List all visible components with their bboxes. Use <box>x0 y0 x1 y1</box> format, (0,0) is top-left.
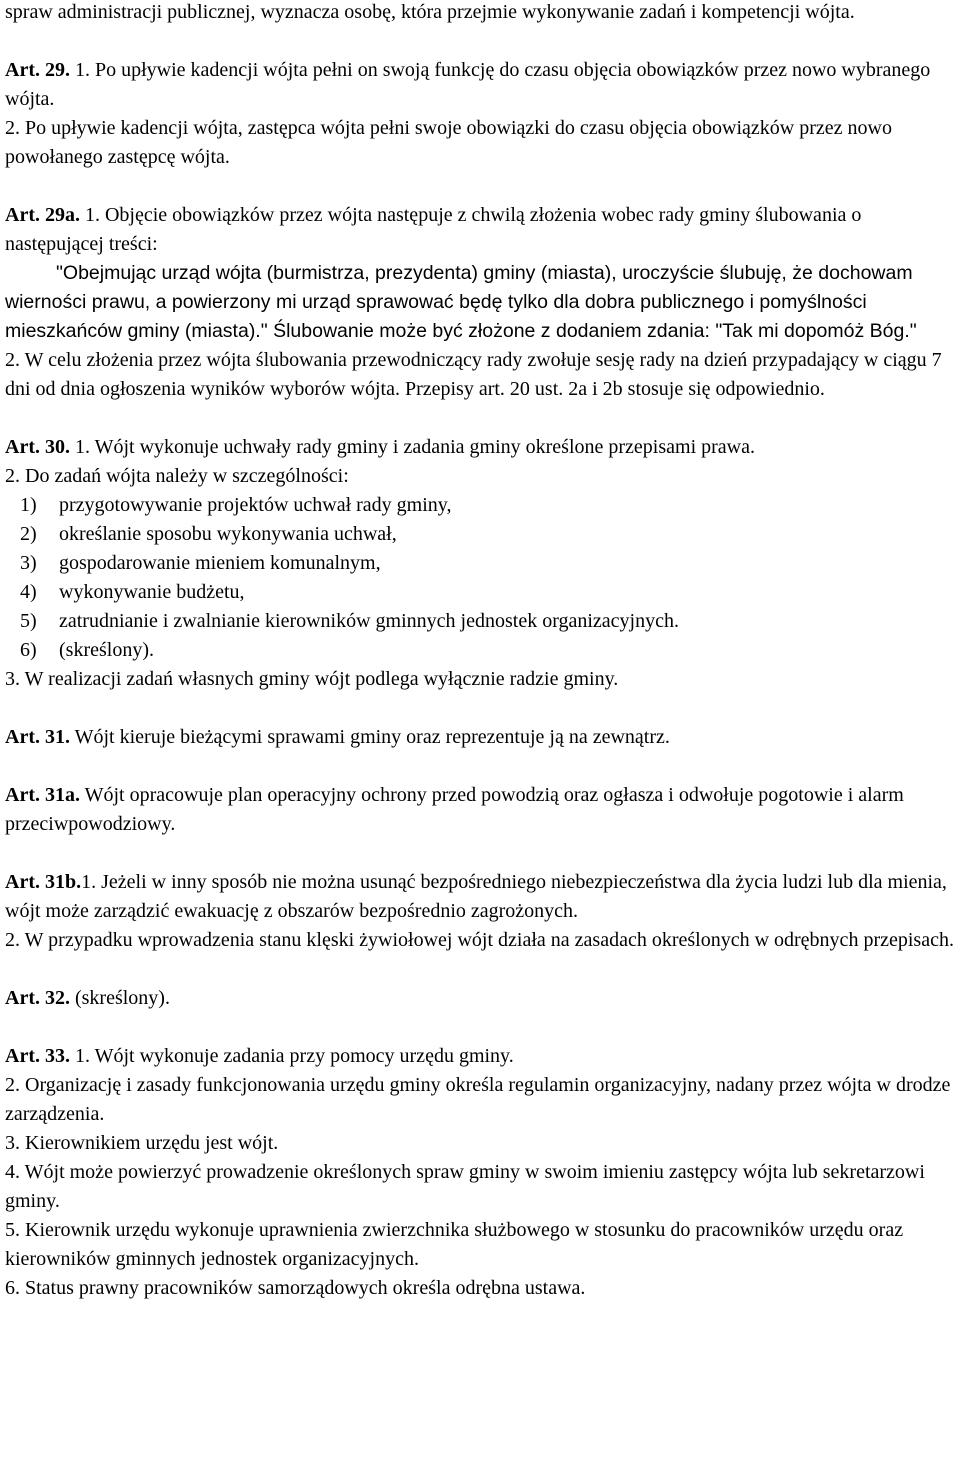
article-31b-label: Art. 31b. <box>5 871 82 893</box>
list-item-number: 6) <box>20 639 37 661</box>
article-29a <box>5 201 955 404</box>
list-item <box>5 491 955 520</box>
article-31-label: Art. 31. <box>5 726 70 748</box>
article-31a <box>5 781 955 839</box>
list-item-number: 3) <box>20 552 37 574</box>
article-32-body: (skreślony). <box>69 987 170 1009</box>
article-33 <box>5 1042 955 1303</box>
article-31-body: Wójt kieruje bieżącymi sprawami gminy oraz reprezentuje ją na zewnątrz. <box>69 726 670 748</box>
article-30-par-3: 3. W realizacji zadań własnych gminy wójt podlega wyłącznie radzie gminy. <box>5 668 619 690</box>
list-item-text: przygotowywanie projektów uchwał rady gminy, <box>59 494 452 516</box>
article-29-par-1-text: 1. Po upływie kadencji wójta pełni on swoją funkcję do czasu objęcia obowiązków przez nowo wybranego wójta. <box>5 59 931 110</box>
article-29a-par-2: 2. W celu złożenia przez wójta ślubowania przewodniczący rady zwołuje sesję rady na dzień przypadający w ciągu 7 dni od dnia ogłoszenia wyników wyborów wójta. Przepisy art. 20 ust. 2a i 2b stosuje się odpowiednio. <box>5 349 942 400</box>
list-item <box>5 578 955 607</box>
list-item-text: określanie sposobu wykonywania uchwał, <box>59 523 397 545</box>
article-31b <box>5 868 955 955</box>
article-31a-label: Art. 31a. <box>5 784 80 806</box>
list-item-text: (skreślony). <box>59 639 154 661</box>
article-31a-body: Wójt opracowuje plan operacyjny ochrony przed powodzią oraz ogłasza i odwołuje pogotowie i alarm przeciwpowodziowy. <box>5 784 904 835</box>
article-33-par-2: 2. Organizację i zasady funkcjonowania urzędu gminy określa regulamin organizacyjny, nadany przez wójta w drodze zarządzenia. <box>5 1074 951 1125</box>
article-33-par-1 <box>5 1042 955 1071</box>
article-29-par-2: 2. Po upływie kadencji wójta, zastępca wójta pełni swoje obowiązki do czasu objęcia obowiązków przez nowo powołanego zastępcę wójta. <box>5 117 892 168</box>
oath-text: "Obejmując urząd wójta (burmistrza, prezydenta) gminy (miasta), uroczyście ślubuję, że dochowam wierności prawu, a powierzony mi urząd sprawować będę tylko dla dobra publicznego i pomyślności mieszkańców gminy (miasta)." Ślubowanie może być złożone z dodaniem zdania: "Tak mi dopomóż Bóg." <box>5 262 917 342</box>
article-29a-par-1-text: 1. Objęcie obowiązków przez wójta następuje z chwilą złożenia wobec rady gminy ślubowania o następującej treści: <box>5 204 862 255</box>
list-item-text: wykonywanie budżetu, <box>59 581 245 603</box>
article-31b-par-1 <box>5 868 955 926</box>
list-item-number: 1) <box>20 494 37 516</box>
list-item-number: 2) <box>20 523 37 545</box>
article-33-par-1-text: 1. Wójt wykonuje zadania przy pomocy urzędu gminy. <box>69 1045 514 1067</box>
tasks-list <box>5 491 955 665</box>
list-item-number: 4) <box>20 581 37 603</box>
article-29 <box>5 56 955 172</box>
list-item <box>5 520 955 549</box>
article-32 <box>5 984 955 1013</box>
intro-paragraph <box>5 0 955 27</box>
list-item <box>5 636 955 665</box>
article-29a-label: Art. 29a. <box>5 204 80 226</box>
article-32-label: Art. 32. <box>5 987 70 1009</box>
article-31a-text <box>5 781 955 839</box>
list-item <box>5 549 955 578</box>
article-30-par-2: 2. Do zadań wójta należy w szczególności: <box>5 465 349 487</box>
article-32-text <box>5 984 955 1013</box>
article-30-par-1-text: 1. Wójt wykonuje uchwały rady gminy i zadania gminy określone przepisami prawa. <box>69 436 755 458</box>
list-item <box>5 607 955 636</box>
article-33-par-5: 5. Kierownik urzędu wykonuje uprawnienia zwierzchnika służbowego w stosunku do pracowników urzędu oraz kierowników gminnych jednostek organizacyjnych. <box>5 1219 904 1270</box>
list-item-text: zatrudnianie i zwalnianie kierowników gminnych jednostek organizacyjnych. <box>59 610 679 632</box>
article-33-par-6: 6. Status prawny pracowników samorządowych określa odrębna ustawa. <box>5 1277 586 1299</box>
article-30 <box>5 433 955 694</box>
article-33-par-3: 3. Kierownikiem urzędu jest wójt. <box>5 1132 279 1154</box>
article-30-label: Art. 30. <box>5 436 70 458</box>
article-29-par-1 <box>5 56 955 114</box>
article-33-label: Art. 33. <box>5 1045 70 1067</box>
article-31b-par-1-text: 1. Jeżeli w inny sposób nie można usunąć bezpośredniego niebezpieczeństwa dla życia ludzi lub dla mienia, wójt może zarządzić ewakuację z obszarów bezpośrednio zagrożonych. <box>5 871 947 922</box>
article-31-text <box>5 723 955 752</box>
list-item-number: 5) <box>20 610 37 632</box>
document-body <box>5 0 955 1332</box>
article-31 <box>5 723 955 752</box>
list-item-text: gospodarowanie mieniem komunalnym, <box>59 552 381 574</box>
intro-text: spraw administracji publicznej, wyznacza osobę, która przejmie wykonywanie zadań i kompetencji wójta. <box>5 1 855 23</box>
article-30-par-1 <box>5 433 955 462</box>
article-29-label: Art. 29. <box>5 59 70 81</box>
article-29a-par-1 <box>5 201 955 259</box>
article-31b-par-2: 2. W przypadku wprowadzenia stanu klęski żywiołowej wójt działa na zasadach określonych w odrębnych przepisach. <box>5 929 954 951</box>
article-33-par-4: 4. Wójt może powierzyć prowadzenie określonych spraw gminy w swoim imieniu zastępcy wójta lub sekretarzowi gminy. <box>5 1161 925 1212</box>
